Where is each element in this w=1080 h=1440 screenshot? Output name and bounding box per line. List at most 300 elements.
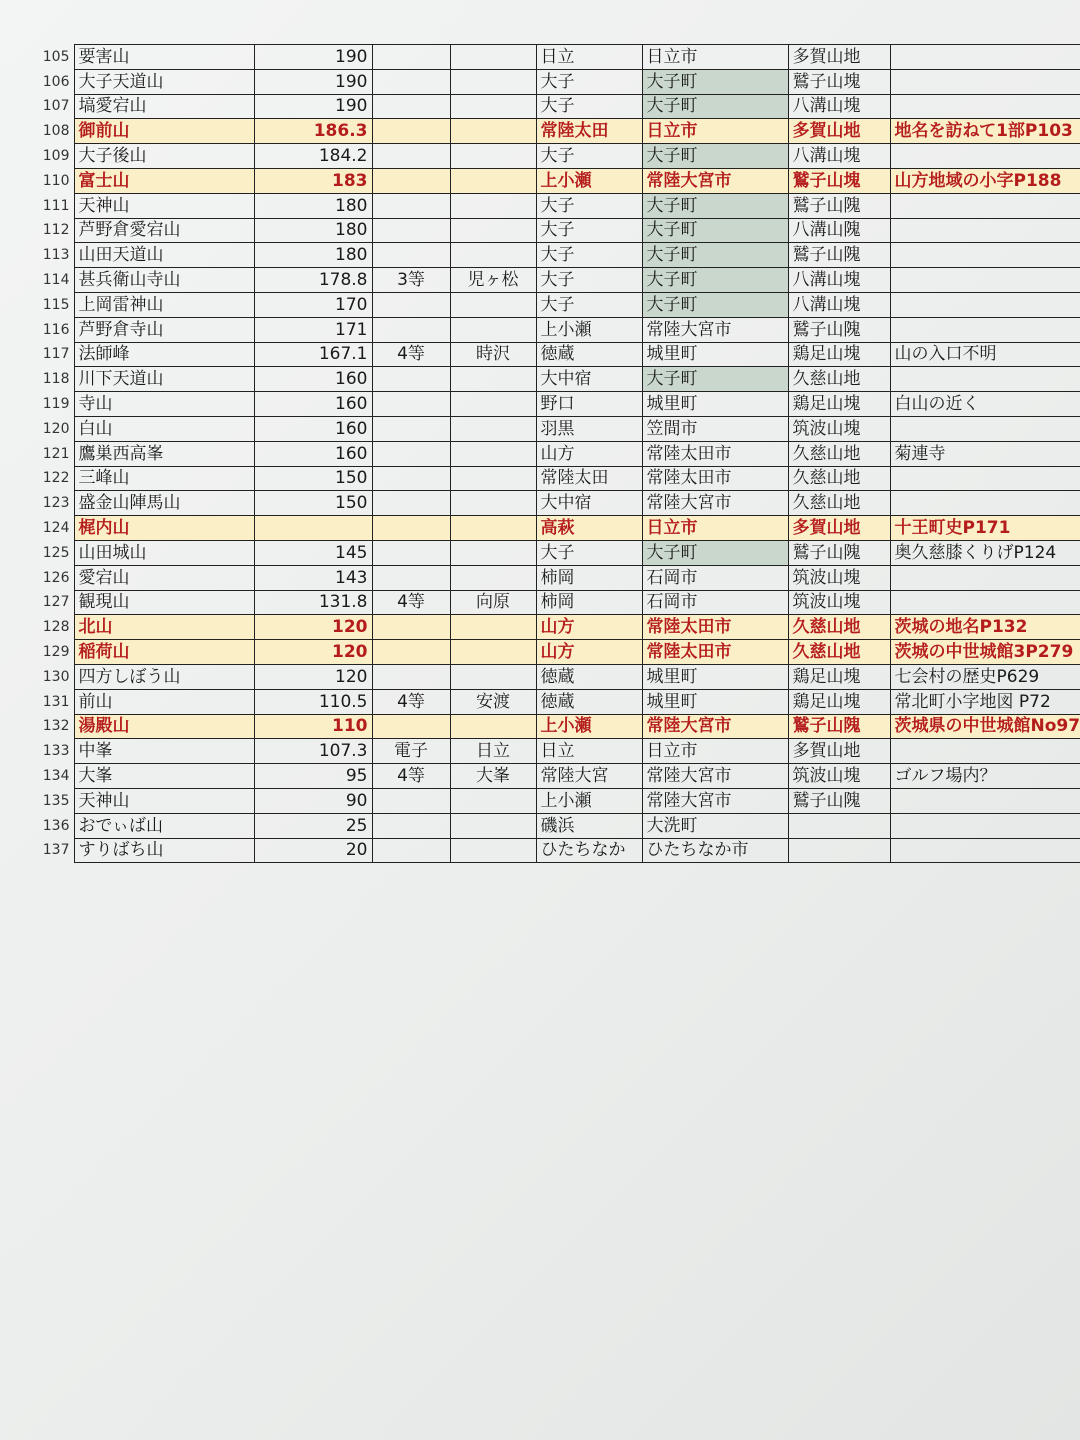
row-number: 128 — [34, 615, 74, 640]
note — [890, 565, 1080, 590]
area-name: 大子 — [536, 69, 642, 94]
table-row — [34, 218, 1080, 243]
note — [890, 45, 1080, 70]
row-number: 124 — [34, 516, 74, 541]
mountain-range: 鷲子山隗 — [788, 193, 890, 218]
row-number: 105 — [34, 45, 74, 70]
mountain-range: 鶏足山塊 — [788, 342, 890, 367]
triangulation-rank — [372, 292, 450, 317]
table-row — [34, 664, 1080, 689]
municipality: 城里町 — [642, 392, 788, 417]
mountain-table — [34, 44, 1080, 863]
triangulation-point — [450, 193, 536, 218]
triangulation-rank — [372, 317, 450, 342]
triangulation-point — [450, 94, 536, 119]
table-row — [34, 590, 1080, 615]
mountain-name: 大子天道山 — [74, 69, 254, 94]
mountain-range: 多賀山地 — [788, 45, 890, 70]
elevation: 190 — [254, 94, 372, 119]
table-row — [34, 243, 1080, 268]
area-name: 大子 — [536, 268, 642, 293]
note: 山の入口不明 — [890, 342, 1080, 367]
table-row — [34, 317, 1080, 342]
triangulation-point — [450, 540, 536, 565]
table-row — [34, 119, 1080, 144]
row-number: 121 — [34, 441, 74, 466]
municipality: 常陸太田市 — [642, 615, 788, 640]
triangulation-point: 大峯 — [450, 764, 536, 789]
mountain-name: 法師峰 — [74, 342, 254, 367]
note — [890, 292, 1080, 317]
triangulation-point — [450, 466, 536, 491]
mountain-range: 鷲子山隗 — [788, 317, 890, 342]
note: 白山の近く — [890, 392, 1080, 417]
triangulation-point — [450, 416, 536, 441]
row-number: 106 — [34, 69, 74, 94]
mountain-name: 芦野倉寺山 — [74, 317, 254, 342]
row-number: 110 — [34, 168, 74, 193]
mountain-range: 八溝山塊 — [788, 292, 890, 317]
mountain-name: 要害山 — [74, 45, 254, 70]
municipality: 常陸大宮市 — [642, 764, 788, 789]
triangulation-rank — [372, 119, 450, 144]
triangulation-rank — [372, 788, 450, 813]
table-row — [34, 466, 1080, 491]
row-number: 131 — [34, 689, 74, 714]
area-name: 大子 — [536, 193, 642, 218]
mountain-range: 鷲子山隗 — [788, 243, 890, 268]
table-row — [34, 838, 1080, 863]
triangulation-point — [450, 565, 536, 590]
area-name: 大子 — [536, 292, 642, 317]
area-name: 柿岡 — [536, 590, 642, 615]
mountain-range: 鷲子山塊 — [788, 168, 890, 193]
table-row — [34, 788, 1080, 813]
note — [890, 491, 1080, 516]
mountain-name: 御前山 — [74, 119, 254, 144]
municipality: 日立市 — [642, 119, 788, 144]
area-name: 山方 — [536, 441, 642, 466]
row-number: 109 — [34, 144, 74, 169]
table-row — [34, 342, 1080, 367]
note — [890, 69, 1080, 94]
table-row — [34, 94, 1080, 119]
triangulation-point — [450, 615, 536, 640]
area-name: 大子 — [536, 540, 642, 565]
triangulation-point — [450, 788, 536, 813]
elevation: 183 — [254, 168, 372, 193]
area-name: 柿岡 — [536, 565, 642, 590]
area-name: 大子 — [536, 144, 642, 169]
note: 茨城の中世城館3P279 — [890, 640, 1080, 665]
mountain-name: 愛宕山 — [74, 565, 254, 590]
mountain-name: 白山 — [74, 416, 254, 441]
triangulation-point — [450, 367, 536, 392]
triangulation-point — [450, 119, 536, 144]
municipality: 大洗町 — [642, 813, 788, 838]
mountain-name: 寺山 — [74, 392, 254, 417]
municipality: 大子町 — [642, 69, 788, 94]
triangulation-rank — [372, 218, 450, 243]
row-number: 132 — [34, 714, 74, 739]
table-row — [34, 441, 1080, 466]
note — [890, 416, 1080, 441]
mountain-range: 多賀山地 — [788, 516, 890, 541]
elevation: 171 — [254, 317, 372, 342]
triangulation-rank — [372, 838, 450, 863]
area-name: 大子 — [536, 243, 642, 268]
triangulation-point — [450, 69, 536, 94]
municipality: 常陸太田市 — [642, 466, 788, 491]
triangulation-rank — [372, 45, 450, 70]
note — [890, 94, 1080, 119]
mountain-name: 北山 — [74, 615, 254, 640]
mountain-range: 久慈山地 — [788, 615, 890, 640]
area-name: 常陸大宮 — [536, 764, 642, 789]
triangulation-rank — [372, 441, 450, 466]
elevation: 160 — [254, 416, 372, 441]
area-name: 上小瀬 — [536, 168, 642, 193]
row-number: 111 — [34, 193, 74, 218]
area-name: 野口 — [536, 392, 642, 417]
triangulation-point — [450, 243, 536, 268]
note: 常北町小字地図 P72 — [890, 689, 1080, 714]
triangulation-rank — [372, 615, 450, 640]
municipality: 常陸大宮市 — [642, 317, 788, 342]
table-row — [34, 491, 1080, 516]
triangulation-rank — [372, 640, 450, 665]
mountain-name: 梶内山 — [74, 516, 254, 541]
mountain-name: 天神山 — [74, 788, 254, 813]
municipality: ひたちなか市 — [642, 838, 788, 863]
row-number: 122 — [34, 466, 74, 491]
note — [890, 838, 1080, 863]
mountain-range: 久慈山地 — [788, 367, 890, 392]
table-row — [34, 516, 1080, 541]
note — [890, 144, 1080, 169]
note: ゴルフ場内？ — [890, 764, 1080, 789]
mountain-range — [788, 838, 890, 863]
mountain-name: 盛金山陣馬山 — [74, 491, 254, 516]
triangulation-rank — [372, 367, 450, 392]
area-name: 大中宿 — [536, 491, 642, 516]
table-row — [34, 764, 1080, 789]
table-row — [34, 392, 1080, 417]
mountain-name: 塙愛宕山 — [74, 94, 254, 119]
area-name: 高萩 — [536, 516, 642, 541]
note — [890, 367, 1080, 392]
elevation: 180 — [254, 243, 372, 268]
mountain-range: 鶏足山塊 — [788, 664, 890, 689]
municipality: 常陸大宮市 — [642, 491, 788, 516]
triangulation-point — [450, 664, 536, 689]
triangulation-rank — [372, 168, 450, 193]
mountain-range: 八溝山隗 — [788, 218, 890, 243]
area-name: 徳蔵 — [536, 664, 642, 689]
municipality: 大子町 — [642, 268, 788, 293]
note — [890, 739, 1080, 764]
area-name: 日立 — [536, 45, 642, 70]
mountain-range: 鷲子山隗 — [788, 788, 890, 813]
note — [890, 193, 1080, 218]
row-number: 118 — [34, 367, 74, 392]
note: 十王町史P171 — [890, 516, 1080, 541]
triangulation-point — [450, 168, 536, 193]
mountain-name: 甚兵衛山寺山 — [74, 268, 254, 293]
elevation: 186.3 — [254, 119, 372, 144]
mountain-range: 多賀山地 — [788, 739, 890, 764]
triangulation-point — [450, 144, 536, 169]
mountain-range: 久慈山地 — [788, 441, 890, 466]
triangulation-rank — [372, 243, 450, 268]
note: 山方地域の小字P188 — [890, 168, 1080, 193]
triangulation-rank — [372, 491, 450, 516]
elevation: 107.3 — [254, 739, 372, 764]
mountain-range: 鷲子山隗 — [788, 714, 890, 739]
triangulation-rank — [372, 565, 450, 590]
triangulation-point: 安渡 — [450, 689, 536, 714]
triangulation-point — [450, 441, 536, 466]
triangulation-rank — [372, 69, 450, 94]
mountain-range: 筑波山塊 — [788, 416, 890, 441]
mountain-name: 中峯 — [74, 739, 254, 764]
row-number: 113 — [34, 243, 74, 268]
area-name: 徳蔵 — [536, 342, 642, 367]
elevation: 170 — [254, 292, 372, 317]
elevation: 143 — [254, 565, 372, 590]
table-body — [34, 45, 1080, 863]
elevation: 110 — [254, 714, 372, 739]
note — [890, 466, 1080, 491]
table-row — [34, 640, 1080, 665]
triangulation-rank — [372, 144, 450, 169]
elevation — [254, 516, 372, 541]
municipality: 大子町 — [642, 243, 788, 268]
municipality: 城里町 — [642, 342, 788, 367]
elevation: 20 — [254, 838, 372, 863]
elevation: 180 — [254, 218, 372, 243]
note — [890, 813, 1080, 838]
triangulation-point — [450, 491, 536, 516]
municipality: 常陸大宮市 — [642, 788, 788, 813]
elevation: 131.8 — [254, 590, 372, 615]
triangulation-rank: 4等 — [372, 689, 450, 714]
triangulation-rank — [372, 813, 450, 838]
row-number: 135 — [34, 788, 74, 813]
municipality: 大子町 — [642, 218, 788, 243]
mountain-name: 芦野倉愛宕山 — [74, 218, 254, 243]
triangulation-rank — [372, 392, 450, 417]
municipality: 日立市 — [642, 516, 788, 541]
mountain-range — [788, 813, 890, 838]
row-number: 119 — [34, 392, 74, 417]
municipality: 城里町 — [642, 664, 788, 689]
row-number: 136 — [34, 813, 74, 838]
mountain-range: 筑波山塊 — [788, 565, 890, 590]
elevation: 120 — [254, 664, 372, 689]
table-row — [34, 168, 1080, 193]
elevation: 95 — [254, 764, 372, 789]
area-name: ひたちなか — [536, 838, 642, 863]
mountain-name: 上岡雷神山 — [74, 292, 254, 317]
elevation: 145 — [254, 540, 372, 565]
table-row — [34, 367, 1080, 392]
row-number: 107 — [34, 94, 74, 119]
row-number: 120 — [34, 416, 74, 441]
area-name: 山方 — [536, 640, 642, 665]
row-number: 133 — [34, 739, 74, 764]
municipality: 大子町 — [642, 540, 788, 565]
mountain-range: 鷲子山隗 — [788, 540, 890, 565]
area-name: 大子 — [536, 94, 642, 119]
mountain-range: 久慈山地 — [788, 640, 890, 665]
municipality: 常陸太田市 — [642, 640, 788, 665]
triangulation-point — [450, 392, 536, 417]
elevation: 180 — [254, 193, 372, 218]
mountain-name: 前山 — [74, 689, 254, 714]
mountain-name: 大峯 — [74, 764, 254, 789]
triangulation-point: 時沢 — [450, 342, 536, 367]
municipality: 常陸太田市 — [642, 441, 788, 466]
table-row — [34, 689, 1080, 714]
triangulation-rank — [372, 193, 450, 218]
note — [890, 268, 1080, 293]
municipality: 常陸大宮市 — [642, 168, 788, 193]
elevation: 178.8 — [254, 268, 372, 293]
mountain-range: 久慈山地 — [788, 466, 890, 491]
municipality: 石岡市 — [642, 565, 788, 590]
municipality: 城里町 — [642, 689, 788, 714]
triangulation-point — [450, 45, 536, 70]
triangulation-rank: 電子 — [372, 739, 450, 764]
mountain-range: 多賀山地 — [788, 119, 890, 144]
mountain-name: 大子後山 — [74, 144, 254, 169]
note: 菊連寺 — [890, 441, 1080, 466]
area-name: 日立 — [536, 739, 642, 764]
triangulation-rank — [372, 416, 450, 441]
area-name: 羽黒 — [536, 416, 642, 441]
triangulation-point — [450, 516, 536, 541]
elevation: 25 — [254, 813, 372, 838]
table-row — [34, 416, 1080, 441]
table-row — [34, 540, 1080, 565]
table-row — [34, 714, 1080, 739]
table-row — [34, 739, 1080, 764]
elevation: 90 — [254, 788, 372, 813]
area-name: 徳蔵 — [536, 689, 642, 714]
triangulation-rank — [372, 664, 450, 689]
area-name: 常陸太田 — [536, 466, 642, 491]
mountain-name: 川下天道山 — [74, 367, 254, 392]
row-number: 117 — [34, 342, 74, 367]
table-row — [34, 144, 1080, 169]
row-number: 114 — [34, 268, 74, 293]
note — [890, 218, 1080, 243]
triangulation-rank: 3等 — [372, 268, 450, 293]
mountain-name: おでぃば山 — [74, 813, 254, 838]
table-row — [34, 292, 1080, 317]
note: 茨城の地名P132 — [890, 615, 1080, 640]
municipality: 笠間市 — [642, 416, 788, 441]
table-row — [34, 69, 1080, 94]
municipality: 常陸大宮市 — [642, 714, 788, 739]
triangulation-rank: 4等 — [372, 590, 450, 615]
mountain-range: 八溝山塊 — [788, 268, 890, 293]
table-row — [34, 813, 1080, 838]
mountain-name: すりばち山 — [74, 838, 254, 863]
mountain-range: 久慈山地 — [788, 491, 890, 516]
triangulation-rank — [372, 466, 450, 491]
elevation: 190 — [254, 69, 372, 94]
area-name: 上小瀬 — [536, 714, 642, 739]
table-row — [34, 193, 1080, 218]
row-number: 123 — [34, 491, 74, 516]
triangulation-point — [450, 292, 536, 317]
mountain-name: 観現山 — [74, 590, 254, 615]
municipality: 大子町 — [642, 94, 788, 119]
triangulation-point — [450, 640, 536, 665]
elevation: 120 — [254, 615, 372, 640]
note: 茨城県の中世城館No97 — [890, 714, 1080, 739]
triangulation-rank — [372, 714, 450, 739]
table-row — [34, 565, 1080, 590]
note — [890, 590, 1080, 615]
mountain-range: 八溝山塊 — [788, 94, 890, 119]
municipality: 大子町 — [642, 193, 788, 218]
note — [890, 243, 1080, 268]
note: 地名を訪ねて1部P103 — [890, 119, 1080, 144]
triangulation-point: 向原 — [450, 590, 536, 615]
elevation: 150 — [254, 491, 372, 516]
triangulation-rank: 4等 — [372, 342, 450, 367]
triangulation-point — [450, 813, 536, 838]
municipality: 石岡市 — [642, 590, 788, 615]
mountain-name: 富士山 — [74, 168, 254, 193]
municipality: 大子町 — [642, 292, 788, 317]
elevation: 184.2 — [254, 144, 372, 169]
mountain-name: 天神山 — [74, 193, 254, 218]
row-number: 134 — [34, 764, 74, 789]
area-name: 大子 — [536, 218, 642, 243]
mountain-name: 山田城山 — [74, 540, 254, 565]
triangulation-rank — [372, 540, 450, 565]
triangulation-rank — [372, 516, 450, 541]
table-row — [34, 615, 1080, 640]
triangulation-point — [450, 714, 536, 739]
row-number: 127 — [34, 590, 74, 615]
area-name: 常陸太田 — [536, 119, 642, 144]
mountain-range: 鶏足山塊 — [788, 392, 890, 417]
note — [890, 317, 1080, 342]
area-name: 上小瀬 — [536, 317, 642, 342]
area-name: 磯浜 — [536, 813, 642, 838]
elevation: 160 — [254, 367, 372, 392]
row-number: 115 — [34, 292, 74, 317]
municipality: 日立市 — [642, 45, 788, 70]
municipality: 大子町 — [642, 144, 788, 169]
triangulation-point — [450, 838, 536, 863]
elevation: 190 — [254, 45, 372, 70]
mountain-range: 鷲子山塊 — [788, 69, 890, 94]
note: 七会村の歴史P629 — [890, 664, 1080, 689]
elevation: 160 — [254, 392, 372, 417]
municipality: 日立市 — [642, 739, 788, 764]
mountain-range: 八溝山塊 — [788, 144, 890, 169]
row-number: 112 — [34, 218, 74, 243]
note: 奥久慈膝くりげP124 — [890, 540, 1080, 565]
mountain-range: 鶏足山塊 — [788, 689, 890, 714]
triangulation-rank — [372, 94, 450, 119]
